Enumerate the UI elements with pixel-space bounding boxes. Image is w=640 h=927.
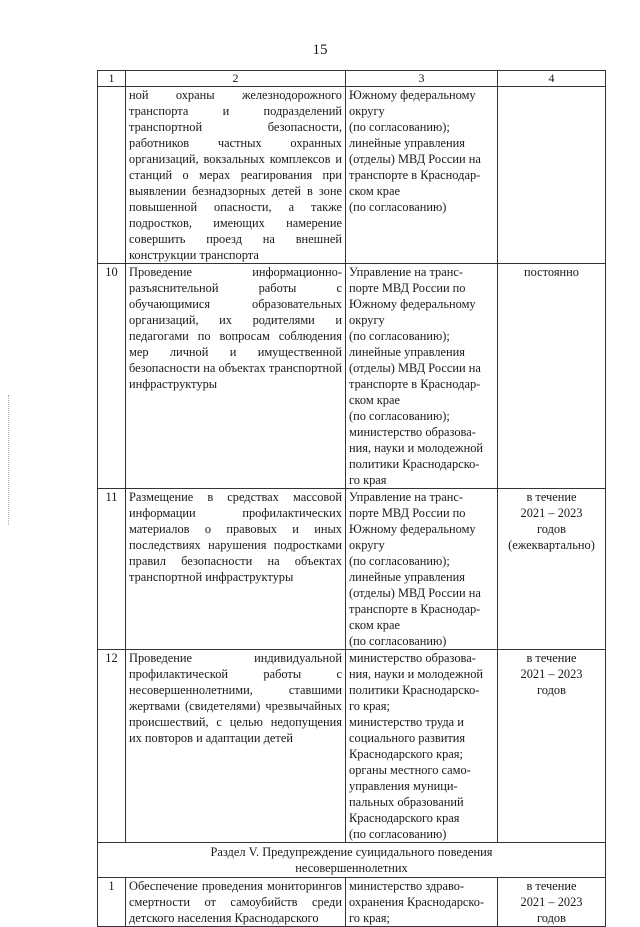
- term-cell: [498, 489, 606, 650]
- section-title: [98, 843, 606, 878]
- cell-line: ском крае: [349, 618, 401, 632]
- cell-line: политики Краснодарско-: [349, 457, 480, 471]
- row-number: 12: [98, 650, 126, 843]
- term-cell: [498, 650, 606, 843]
- cell-line: линейные управления: [349, 570, 465, 584]
- cell-line: транспорте в Краснодар-: [349, 168, 481, 182]
- responsible-cell: [346, 650, 498, 843]
- cell-line: (отделы) МВД России на: [349, 152, 481, 166]
- cell-line: порте МВД России по: [349, 506, 466, 520]
- row-number: [98, 87, 126, 264]
- cell-line: (отделы) МВД России на: [349, 586, 481, 600]
- cell-line: округу: [349, 104, 385, 118]
- cell-line: годов: [537, 683, 566, 697]
- cell-line: транспорте в Краснодар-: [349, 377, 481, 391]
- cell-line: политики Краснодарско-: [349, 683, 480, 697]
- cell-line: (по согласованию): [349, 200, 447, 214]
- cell-line: министерство здраво-: [349, 879, 465, 893]
- activity-text: Размещение в средствах массовой информации профилактических материалов о правовых и иных последствиях нарушения подростками правил безопасности на объектах транспортной инфраструктуры: [126, 489, 346, 650]
- cell-line: 2021 – 2023: [520, 895, 583, 909]
- cell-line: ском крае: [349, 184, 401, 198]
- cell-line: (по согласованию): [349, 634, 447, 648]
- header-col-1: 1: [98, 71, 126, 87]
- responsible-cell: [346, 489, 498, 650]
- cell-line: (по согласованию);: [349, 409, 450, 423]
- row-number: 11: [98, 489, 126, 650]
- table-row: [98, 650, 606, 843]
- cell-line: Южному федеральному: [349, 522, 476, 536]
- activity-text: ной охраны железнодорожного транспорта и подразделений транспортной безопасности, работников частных охранных организаций, вокзальных комплексов и станций о мерах реагирования при выявлении безнадзорных детей в зоне повышенной опасности, а также подростков, имеющих намерение совершить проезд на внешней конструкции транспорта: [126, 87, 346, 264]
- term-cell: [498, 87, 606, 264]
- cell-line: Управление на транс-: [349, 265, 463, 279]
- cell-line: (отделы) МВД России на: [349, 361, 481, 375]
- cell-line: министерство труда и: [349, 715, 464, 729]
- cell-line: постоянно: [523, 265, 579, 279]
- plan-table: [97, 70, 606, 927]
- cell-line: линейные управления: [349, 345, 465, 359]
- header-col-2: 2: [126, 71, 346, 87]
- cell-line: ния, науки и молодежной: [349, 441, 484, 455]
- cell-line: управления муници-: [349, 779, 458, 793]
- cell-line: Южному федеральному: [349, 297, 476, 311]
- table-row: [98, 878, 606, 927]
- cell-line: го края;: [349, 911, 390, 925]
- table-row: [98, 87, 606, 264]
- cell-line: в течение: [526, 879, 577, 893]
- cell-line: линейные управления: [349, 136, 465, 150]
- cell-line: пальных образований: [349, 795, 464, 809]
- cell-line: Краснодарского края: [349, 811, 460, 825]
- header-col-4: 4: [498, 71, 606, 87]
- cell-line: транспорте в Краснодар-: [349, 602, 481, 616]
- cell-line: (по согласованию);: [349, 554, 450, 568]
- table-row: [98, 489, 606, 650]
- cell-line: ском крае: [349, 393, 401, 407]
- row-number: 1: [98, 878, 126, 927]
- term-cell: [498, 878, 606, 927]
- cell-line: министерство образова-: [349, 425, 476, 439]
- cell-line: Краснодарского края;: [349, 747, 463, 761]
- cell-line: (по согласованию): [349, 827, 447, 841]
- page-number: 15: [312, 42, 328, 58]
- cell-line: го края: [349, 473, 387, 487]
- cell-line: в течение: [526, 651, 577, 665]
- section-row: [98, 843, 606, 878]
- section-title-line-1: Раздел V. Предупреждение суицидального поведения: [210, 845, 493, 859]
- cell-line: годов: [537, 522, 566, 536]
- table-header-row: [98, 71, 606, 87]
- header-col-3: 3: [346, 71, 498, 87]
- activity-text: Проведение индивидуальной профилактической работы с несовершеннолетними, ставшими жертвами (свидетелями) чрезвычайных происшествий, с целью недопущения их повторов и адаптации детей: [126, 650, 346, 843]
- cell-line: (по согласованию);: [349, 329, 450, 343]
- responsible-cell: [346, 87, 498, 264]
- cell-line: (ежеквартально): [508, 538, 595, 552]
- cell-line: Южному федеральному: [349, 88, 476, 102]
- cell-line: (по согласованию);: [349, 120, 450, 134]
- cell-line: в течение: [526, 490, 577, 504]
- cell-line: округу: [349, 313, 385, 327]
- cell-line: министерство образова-: [349, 651, 476, 665]
- term-cell: [498, 264, 606, 489]
- activity-text: Проведение информационно-разъяснительной работы с обучающимися образовательных организаций, их родителями и педагогами по вопросам соблюдения мер личной и имущественной безопасности на объектах транспортной инфраструктуры: [126, 264, 346, 489]
- binding-margin-mark: [8, 395, 10, 525]
- cell-line: охранения Краснодарско-: [349, 895, 485, 909]
- cell-line: ния, науки и молодежной: [349, 667, 484, 681]
- cell-line: годов: [537, 911, 566, 925]
- section-title-line-2: несовершеннолетних: [295, 861, 408, 875]
- cell-line: органы местного само-: [349, 763, 471, 777]
- cell-line: социального развития: [349, 731, 466, 745]
- responsible-cell: [346, 878, 498, 927]
- cell-line: Управление на транс-: [349, 490, 463, 504]
- cell-line: 2021 – 2023: [520, 667, 583, 681]
- cell-line: го края;: [349, 699, 390, 713]
- activity-text: Обеспечение проведения мониторингов смертности от самоубийств среди детского населения Краснодарского: [126, 878, 346, 927]
- cell-line: 2021 – 2023: [520, 506, 583, 520]
- responsible-cell: [346, 264, 498, 489]
- cell-line: порте МВД России по: [349, 281, 466, 295]
- table-row: [98, 264, 606, 489]
- row-number: 10: [98, 264, 126, 489]
- cell-line: округу: [349, 538, 385, 552]
